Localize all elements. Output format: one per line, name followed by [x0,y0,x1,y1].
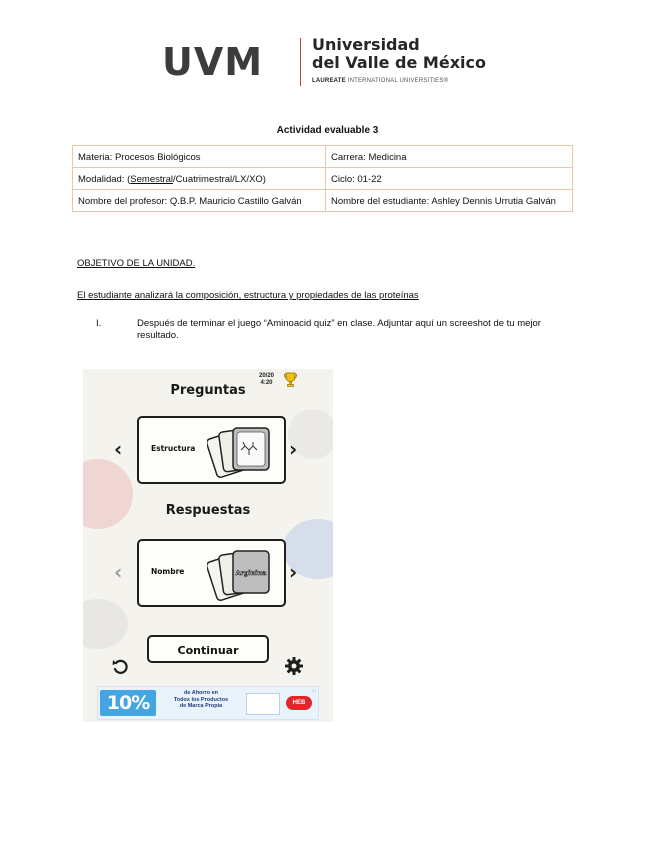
table-row [73,168,573,190]
laureate-bold: LAUREATE [312,78,346,84]
logo-divider [300,38,301,86]
university-name [312,35,486,72]
uvm-logo [162,35,486,96]
bg-molecule [83,599,128,649]
ad-brand-logo: HEB [286,696,312,710]
ad-info-icon[interactable]: ▷ [312,688,316,693]
ciclo-cell: Ciclo: 01-22 [326,168,573,190]
laureate-tagline [312,78,448,84]
ad-banner[interactable] [97,686,319,720]
estudiante-cell: Nombre del estudiante: Ashley Dennis Urrutia Galván [326,190,573,212]
info-table [72,145,573,212]
question-card-panel[interactable] [137,416,286,484]
next-answer-arrow-icon[interactable]: › [289,560,298,584]
carrera-cell: Carrera: Medicina [326,146,573,168]
score-readout [259,373,274,387]
profesor-cell: Nombre del profesor: Q.B.P. Mauricio Castillo Galván [73,190,326,212]
modalidad-prefix: Modalidad: ( [78,174,131,185]
ad-product-image [246,693,280,715]
answer-card-value: Arginina [235,569,267,577]
table-row [73,190,573,212]
modalidad-cell [73,168,326,190]
gear-icon[interactable] [284,656,304,676]
continue-button[interactable]: Continuar [147,635,269,663]
preguntas-title: Preguntas [170,383,246,398]
materia-cell: Materia: Procesos Biológicos [73,146,326,168]
university-name-line1: Universidad [312,35,420,54]
game-screenshot [83,369,333,722]
undo-icon[interactable] [111,657,129,675]
bg-molecule [83,459,133,529]
question-number: I. [96,318,102,329]
answer-card-panel[interactable] [137,539,286,607]
next-question-arrow-icon[interactable]: › [289,437,298,461]
ad-line: Todos los Productos [173,696,229,703]
name-cards-icon [207,547,273,601]
university-name-line2: del Valle de México [312,53,486,72]
question-text: Después de terminar el juego “Aminoacid quiz” en clase. Adjuntar aquí un screeshot de tu mejor resultado. [137,318,541,341]
ad-text [162,690,240,710]
laureate-rest: INTERNATIONAL UNIVERSITIES® [347,78,449,84]
objective-text: El estudiante analizará la composición, estructura y propiedades de las proteínas [77,290,419,301]
modalidad-selected: Semestral [130,174,174,185]
prev-answer-arrow-icon[interactable]: ‹ [114,560,123,584]
respuestas-title: Respuestas [165,503,251,518]
time-value: 4:20 [260,380,273,386]
ad-line: de Marca Propia [179,703,223,709]
table-row [73,146,573,168]
ad-percent: 10% [100,690,156,716]
prev-question-arrow-icon[interactable]: ‹ [114,437,123,461]
objective-heading: OBJETIVO DE LA UNIDAD. [77,258,196,269]
answer-card-label: Nombre [151,567,185,576]
question-card-label: Estructura [151,444,196,453]
modalidad-rest: /Cuatrimestral/LX/XO) [173,174,266,185]
ad-line: de Ahorro en [183,690,219,696]
trophy-icon [284,372,297,387]
structure-cards-icon [207,424,273,478]
score-value: 20/20 [259,373,275,379]
document-title: Actividad evaluable 3 [276,125,379,136]
logo-mark: UVM [162,40,264,84]
